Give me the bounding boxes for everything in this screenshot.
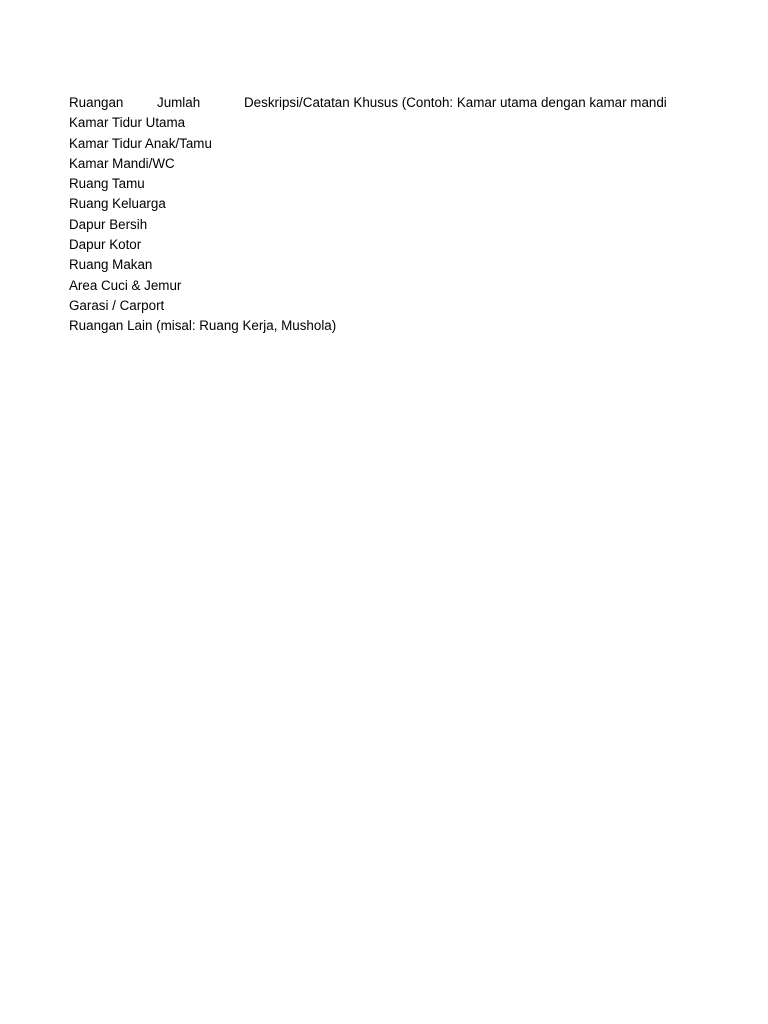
table-row: Ruang Keluarga	[69, 196, 166, 212]
table-row: Ruang Makan	[69, 257, 153, 273]
table-row: Kamar Mandi/WC	[69, 155, 175, 171]
table-header-row	[69, 93, 759, 113]
table-row: Area Cuci & Jemur	[69, 277, 182, 293]
table-row: Kamar Tidur Anak/Tamu	[69, 135, 212, 151]
header-room: Ruangan	[69, 95, 124, 110]
header-quantity: Jumlah	[157, 95, 201, 110]
table-row: Dapur Kotor	[69, 237, 142, 253]
room-list	[69, 113, 759, 336]
table-row: Ruangan Lain (misal: Ruang Kerja, Mushola)	[69, 318, 337, 334]
table-row: Ruang Tamu	[69, 176, 145, 192]
table-row: Kamar Tidur Utama	[69, 115, 186, 131]
header-description: Deskripsi/Catatan Khusus (Contoh: Kamar utama dengan kamar mandi	[244, 95, 667, 110]
room-table	[69, 93, 759, 337]
table-row: Garasi / Carport	[69, 297, 165, 313]
table-row: Dapur Bersih	[69, 216, 148, 232]
